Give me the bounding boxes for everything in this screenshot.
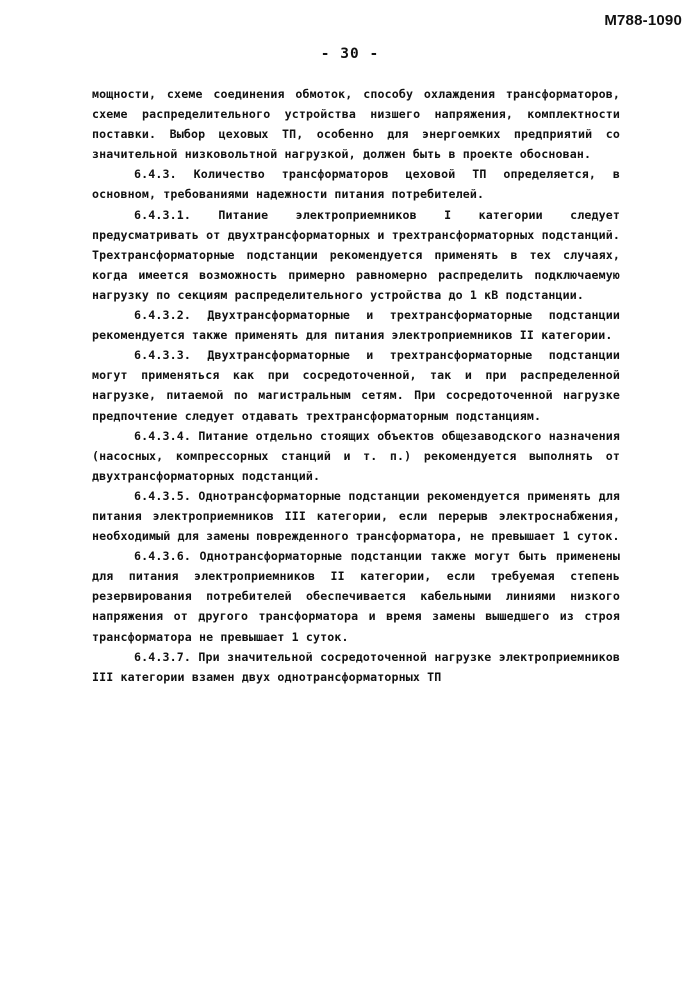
document-code: M788-1090: [604, 12, 682, 29]
paragraph-6-4-3-5: 6.4.3.5. Однотрансформаторные подстанции рекомендуется применять для питания электроприемников III категории, если перерыв электроснабжения, необходимый для замены поврежденного трансформатора, не превышает 1 суток.: [92, 488, 620, 544]
paragraph-6-4-3-7: 6.4.3.7. При значительной сосредоточенной нагрузке электроприемников III категории взамен двух однотрансформаторных ТП: [92, 649, 620, 684]
paragraph-intro: мощности, схеме соединения обмоток, способу охлаждения трансформаторов, схеме распределительного устройства низшего напряжения, комплектности поставки. Выбор цеховых ТП, особенно для энергоемких предприятий со значительной низковольтной нагрузкой, должен быть в проекте обоснован.: [92, 87, 620, 162]
text-body: [92, 84, 620, 687]
paragraph-6-4-3-3: 6.4.3.3. Двухтрансформаторные и трехтрансформаторные подстанции могут применяться как при сосредоточенной, так и при распределенной нагрузке, питаемой по магистральным сетям. При сосредоточенной нагрузке предпочтение следует отдавать трехтрансформаторным подстанциям.: [92, 348, 620, 423]
paragraph-6-4-3: 6.4.3. Количество трансформаторов цеховой ТП определяется, в основном, требованиями надежности питания потребителей.: [92, 167, 620, 202]
paragraph-6-4-3-1: 6.4.3.1. Питание электроприемников I категории следует предусматривать от двухтрансформаторных и трехтрансформаторных подстанций. Трехтрансформаторные подстанции рекомендуется применять в тех случаях, когда имеется возможность примерно равномерно распределить подключаемую нагрузку по секциям распределительного устройства до 1 кВ подстанции.: [92, 207, 620, 302]
page-number: - 30 -: [320, 46, 380, 62]
paragraph-6-4-3-6: 6.4.3.6. Однотрансформаторные подстанции также могут быть применены для питания электроприемников II категории, если требуемая степень резервирования потребителей обеспечивается кабельными линиями низкого напряжения от другого трансформатора и время замены вышедшего из строя трансформатора не превышает 1 суток.: [92, 549, 620, 644]
paragraph-6-4-3-4: 6.4.3.4. Питание отдельно стоящих объектов общезаводского назначения (насосных, компрессорных станций и т. п.) рекомендуется выполнять от двухтрансформаторных подстанций.: [92, 428, 620, 483]
paragraph-6-4-3-2: 6.4.3.2. Двухтрансформаторные и трехтрансформаторные подстанции рекомендуется также применять для питания электроприемников II категории.: [92, 308, 620, 343]
